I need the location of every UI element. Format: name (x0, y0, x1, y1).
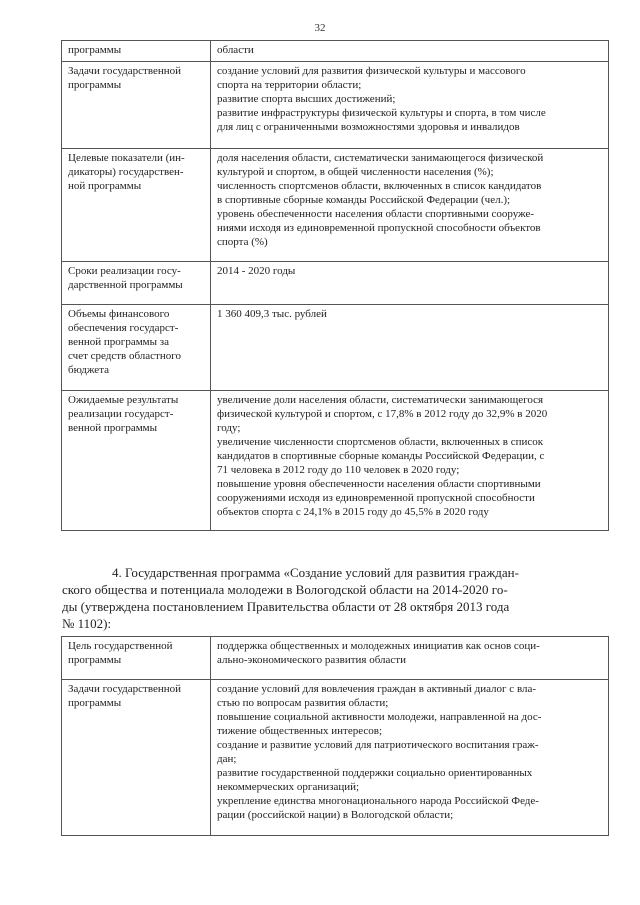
text-line: кандидатов в спортивные сборные команды Российской Федерации, с (217, 450, 545, 462)
section-heading (62, 564, 610, 632)
text-line: стью по вопросам развития области; (217, 697, 389, 709)
text-line: программы (68, 79, 122, 91)
page-number: 32 (314, 22, 326, 34)
text-line: реализации государст- (68, 408, 174, 420)
text-line: 71 человека в 2012 году до 110 человек в 2020 году; (217, 464, 460, 476)
text-line: спорта (%) (217, 236, 268, 248)
table-row (62, 149, 609, 262)
text-line: ально-экономического развития области (217, 654, 406, 666)
text-line: объектов спорта с 24,1% в 2015 году до 45,5% в 2020 году (217, 506, 489, 518)
text-line: венной программы (68, 422, 158, 434)
text-line: Сроки реализации госу- (68, 265, 181, 277)
row-label-cell (62, 149, 211, 262)
text-line: создание условий для вовлечения граждан в активный диалог с вла- (217, 683, 537, 695)
row-label-cell (62, 637, 211, 680)
text-line: повышение уровня обеспеченности населения области спортивными (217, 478, 541, 490)
program-passport-table-sport (61, 40, 609, 531)
text-line: Объемы финансового (68, 308, 170, 320)
table-row (62, 62, 609, 149)
text-line: уровень обеспеченности населения области спортивными сооруже- (217, 208, 535, 220)
text-line: создание условий для развития физической культуры и массового (217, 65, 526, 77)
text-line: спорта на территории области; (217, 79, 362, 91)
text-line: развитие спорта высших достижений; (217, 93, 396, 105)
text-line: увеличение численности спортсменов области, включенных в список (217, 436, 544, 448)
heading-line: ды (утверждена постановлением Правительства области от 28 октября 2013 года (62, 599, 510, 614)
text-line: для лиц с ограниченными возможностями здоровья и инвалидов (217, 121, 520, 133)
table-row (62, 391, 609, 531)
row-content-cell (211, 305, 609, 391)
text-line: бюджета (68, 364, 110, 376)
text-line: ной программы (68, 180, 142, 192)
table-row (62, 41, 609, 62)
row-content-cell (211, 391, 609, 531)
row-content-cell (211, 62, 609, 149)
text-line: сооружениями исходя из единовременной пропускной способности (217, 492, 535, 504)
table-row (62, 262, 609, 305)
text-line: счет средств областного (68, 350, 181, 362)
heading-line: 4. Государственная программа «Создание условий для развития граждан- (112, 565, 519, 580)
text-line: развитие инфраструктуры физической культуры и спорта, в том числе (217, 107, 546, 119)
text-line: Ожидаемые результаты (68, 394, 179, 406)
text-line: 1 360 409,3 тыс. рублей (217, 308, 327, 320)
text-line: 2014 - 2020 годы (217, 265, 296, 277)
text-line: создание и развитие условий для патриотического воспитания граж- (217, 739, 539, 751)
text-line: культурой и спортом, в общей численности населения (%); (217, 166, 494, 178)
text-line: обеспечения государст- (68, 322, 179, 334)
heading-line: № 1102): (62, 616, 112, 631)
row-label-cell (62, 391, 211, 531)
text-line: увеличение доли населения области, систематически занимающегося (217, 394, 544, 406)
table-row (62, 680, 609, 836)
text-line: поддержка общественных и молодежных инициатив как основ соци- (217, 640, 540, 652)
text-line: программы (68, 697, 122, 709)
text-line: области (217, 44, 254, 56)
row-label-cell (62, 262, 211, 305)
text-line: программы (68, 44, 122, 56)
text-line: программы (68, 654, 122, 666)
text-line: развитие государственной поддержки социально ориентированных (217, 767, 533, 779)
text-line: венной программы за (68, 336, 169, 348)
row-content-cell (211, 637, 609, 680)
text-line: некоммерческих организаций; (217, 781, 360, 793)
text-line: дан; (217, 753, 237, 765)
text-line: в спортивные сборные команды Российской Федерации (чел.); (217, 194, 511, 206)
row-label-cell (62, 680, 211, 836)
text-line: Задачи государственной (68, 65, 181, 77)
row-label-cell (62, 305, 211, 391)
text-line: рации (российской нации) в Вологодской области; (217, 809, 454, 821)
text-line: Цель государственной (68, 640, 173, 652)
row-label-cell (62, 62, 211, 149)
text-line: повышение социальной активности молодежи, направленной на дос- (217, 711, 542, 723)
text-line: дикаторы) государствен- (68, 166, 184, 178)
table-row (62, 305, 609, 391)
row-content-cell (211, 149, 609, 262)
text-line: Задачи государственной (68, 683, 181, 695)
row-content-cell (211, 680, 609, 836)
row-content-cell (211, 262, 609, 305)
text-line: году; (217, 422, 241, 434)
text-line: укрепление единства многонационального народа Российской Феде- (217, 795, 539, 807)
text-line: тижение общественных интересов; (217, 725, 383, 737)
row-label-cell (62, 41, 211, 62)
text-line: физической культурой и спортом, с 17,8% в 2012 году до 32,9% в 2020 (217, 408, 548, 420)
text-line: Целевые показатели (ин- (68, 152, 185, 164)
program-passport-table-civil-society (61, 636, 609, 836)
table-row (62, 637, 609, 680)
text-line: доля населения области, систематически занимающегося физической (217, 152, 544, 164)
text-line: ниями исходя из единовременной пропускной способности объектов (217, 222, 541, 234)
row-content-cell (211, 41, 609, 62)
text-line: дарственной программы (68, 279, 183, 291)
text-line: численность спортсменов области, включенных в список кандидатов (217, 180, 542, 192)
heading-line: ского общества и потенциала молодежи в Вологодской области на 2014-2020 го- (62, 582, 508, 597)
